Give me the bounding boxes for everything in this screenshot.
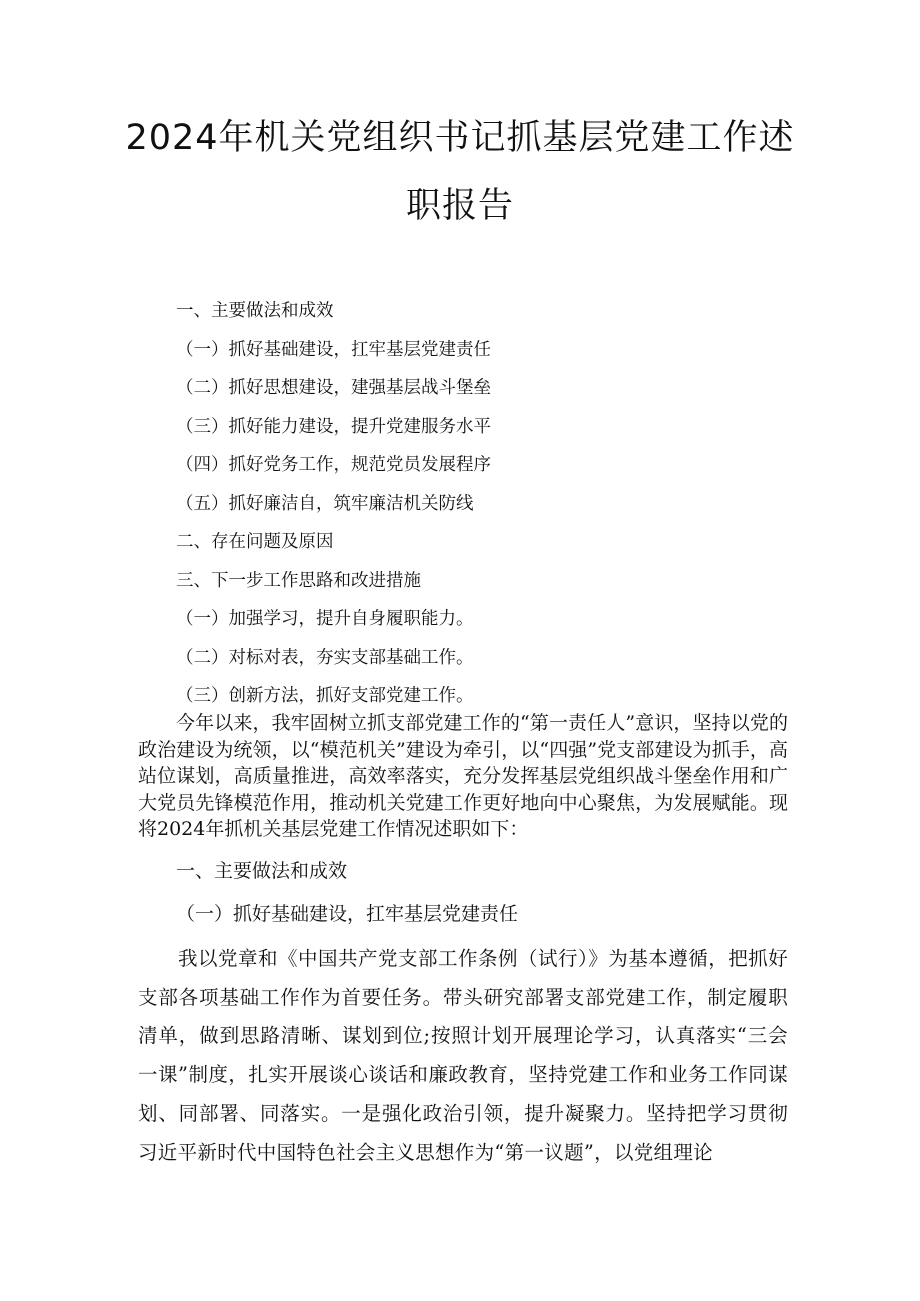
toc-item: （一）抓好基础建设，扛牢基层党建责任 — [176, 339, 491, 360]
document-title-line-2: 职报告 — [405, 186, 514, 226]
toc-item: （二）抓好思想建设，建强基层战斗堡垒 — [176, 378, 491, 398]
toc-item: 三、下一步工作思路和改进措施 — [176, 570, 421, 591]
subsection-heading: （一）抓好基础建设，扛牢基层党建责任 — [176, 903, 519, 925]
toc-item: （二）对标对表，夯实支部基础工作。 — [176, 647, 474, 668]
toc-item: （四）抓好党务工作，规范党员发展程序 — [176, 455, 491, 475]
toc-item: 二、存在问题及原因 — [176, 532, 334, 552]
document-title-line-1: 2024年机关党组织书记抓基层党建工作述 — [125, 118, 795, 158]
main-paragraph: 我以党章和《中国共产党支部工作条例（试行）》为基本遵循，把抓好支部各项基础工作作为首要任务。带头研究部署支部党建工作，制定履职清单，做到思路清晰、谋划到位;按照计划开展理论学习，认真落实“三会一课”制度，扎实开展谈心谈话和廉政教育，坚持党建工作和业务工作同谋划、同部署、同落实。一是强化政治引领，提升凝聚力。坚持把学习贯彻习近平新时代中国特色社会主义思想作为“第一议题”，以党组理论 — [138, 947, 788, 1164]
table-of-contents — [176, 296, 816, 720]
section-heading: 一、主要做法和成效 — [176, 860, 348, 882]
toc-item: 一、主要做法和成效 — [176, 301, 334, 321]
toc-item: （三）创新方法，抓好支部党建工作。 — [176, 686, 474, 706]
toc-item: （三）抓好能力建设，提升党建服务水平 — [176, 416, 491, 437]
intro-paragraph: 今年以来，我牢固树立抓支部党建工作的“第一责任人”意识，坚持以党的政治建设为统领，以“模范机关”建设为牵引，以“四强”党支部建设为抓手，高站位谋划，高质量推进，高效率落实，充分发挥基层党组织战斗堡垒作用和广大党员先锋模范作用，推动机关党建工作更好地向中心聚焦，为发展赋能。现将2024年抓机关基层党建工作情况述职如下： — [138, 712, 788, 840]
toc-item: （五）抓好廉洁自，筑牢廉洁机关防线 — [176, 493, 474, 514]
toc-item: （一）加强学习，提升自身履职能力。 — [176, 609, 474, 629]
